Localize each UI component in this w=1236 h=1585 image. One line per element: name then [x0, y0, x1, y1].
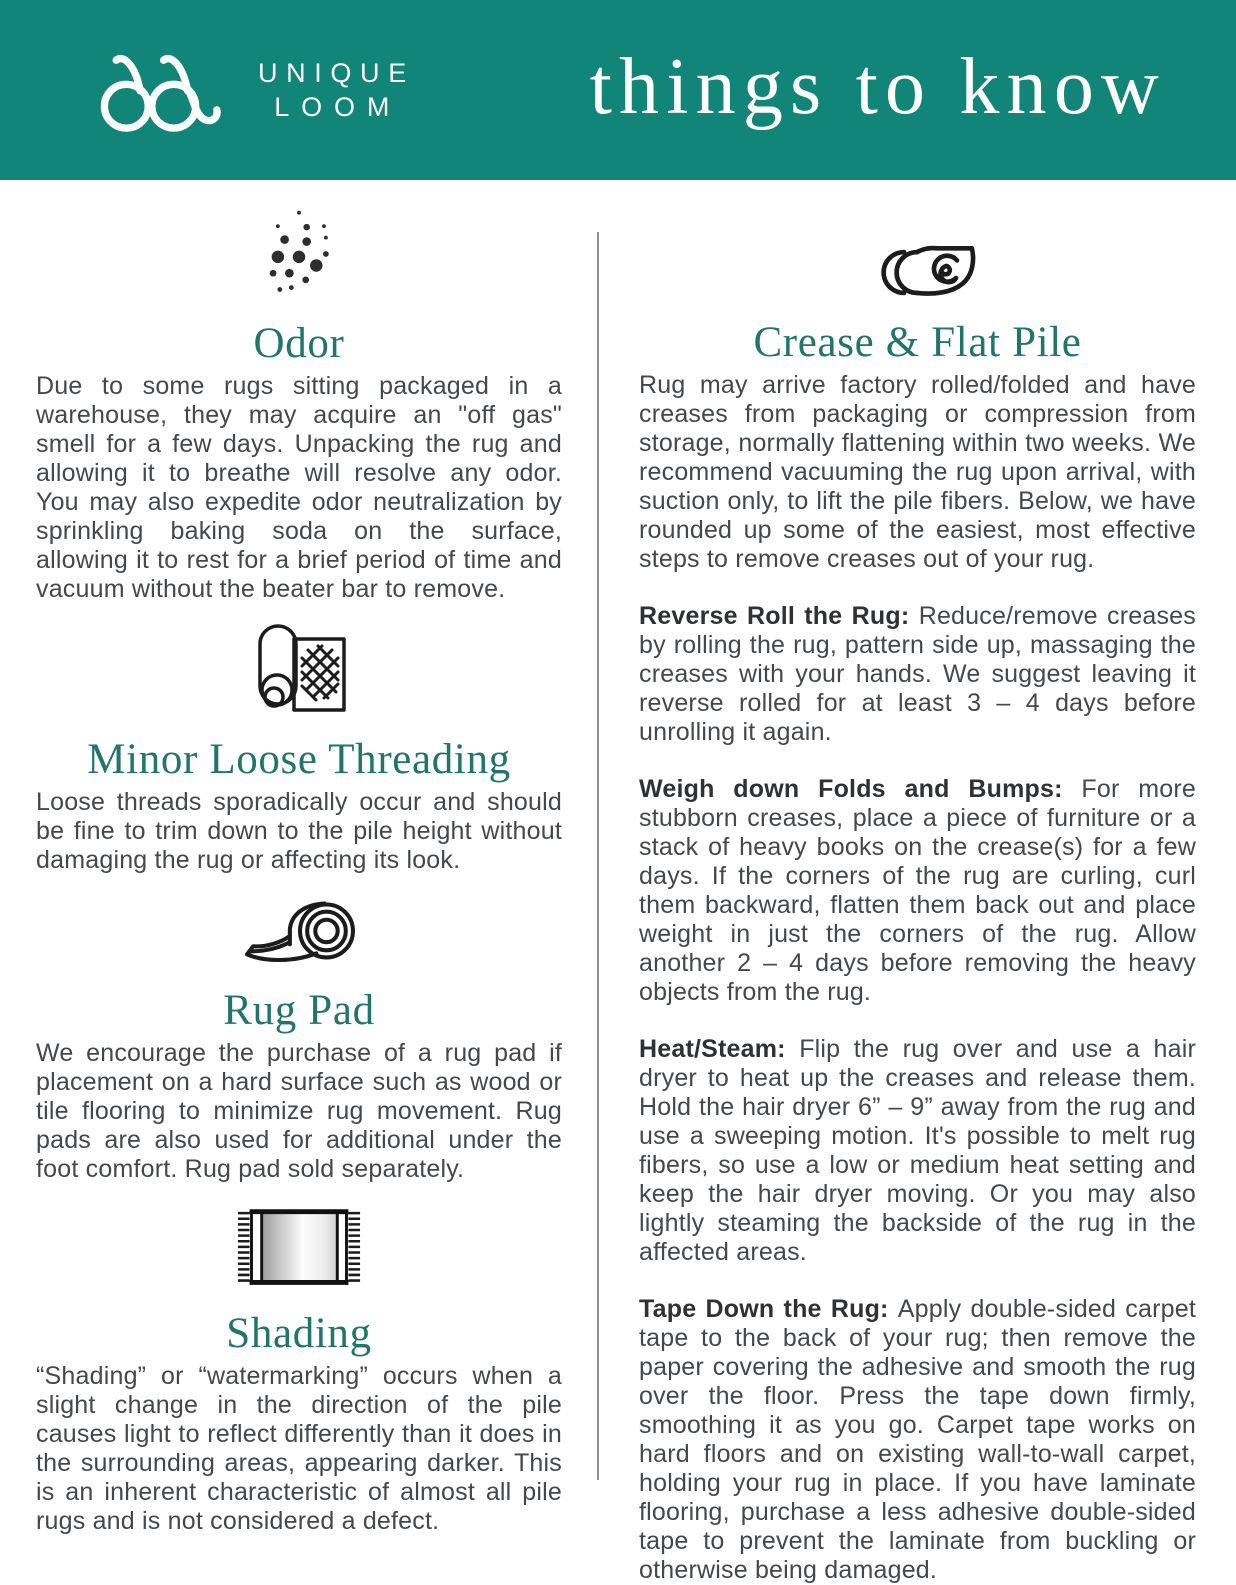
- tip-tape-down: [639, 1295, 1196, 1585]
- header-banner: [0, 0, 1236, 180]
- tip-label-tape-down: Tape Down the Rug:: [639, 1295, 889, 1323]
- section-intro-crease: Rug may arrive factory rolled/folded and have creases from packaging or compression from storage, normally flattening within two weeks. We recommend vacuuming the rug upon arrival, with suction only, to lift the pile fibers. Below, we have rounded up some of the easiest, most effective steps to remove creases out of your rug.: [639, 371, 1196, 573]
- brand-line-unique: UNIQUE: [258, 58, 415, 89]
- threading-icon-wrap: [36, 618, 562, 723]
- tip-text-reverse-roll: Reduce/remove creases by rolling the rug, pattern side up, massaging the creases with your hands. We suggest leaving it reverse rolled for at least 3 – 4 days before unrolling it again.: [639, 602, 1196, 746]
- tip-label-weigh-down: Weigh down Folds and Bumps:: [639, 775, 1063, 803]
- section-body-shading: “Shading” or “watermarking” occurs when a slight change in the direction of the pile causes light to reflect differently than it does in the surrounding areas, appearing darker. This is an inherent characteristic of almost all pile rugs and is not considered a defect.: [36, 1362, 562, 1535]
- shading-icon-wrap: [36, 1204, 562, 1297]
- odor-dots-icon: [253, 206, 345, 302]
- section-shading: [36, 1204, 562, 1536]
- rug-pad-icon-wrap: [36, 897, 562, 974]
- content-area: [0, 180, 1236, 1585]
- tip-text-heat-steam: Flip the rug over and use a hair dryer to heat up the creases and release them. Hold the hair dryer 6” – 9” away from the rug and use a sweeping motion. It's possible to melt rug fibers, so use a low or medium heat setting and keep the hair dryer moving. Or you may also lightly steaming the backside of the rug in the affected areas.: [639, 1035, 1196, 1266]
- section-heading-threading: Minor Loose Threading: [87, 736, 511, 783]
- tip-reverse-roll: [639, 602, 1196, 747]
- section-rug-pad: [36, 897, 562, 1184]
- section-crease-flat-pile: [639, 240, 1196, 1585]
- section-body-odor: Due to some rugs sitting packaged in a warehouse, they may acquire an "off gas" smell for a few days. Unpacking the rug and allowing it to breathe will resolve any odor. You may also expedite odor neutralization by sprinkling baking soda on the surface, allowing it to rest for a brief period of time and vacuum without the beater bar to remove.: [36, 372, 562, 603]
- crease-icon-wrap: [639, 240, 1196, 310]
- rolled-spiral-icon: [853, 240, 983, 305]
- tip-weigh-down: [639, 775, 1196, 1007]
- right-column: [599, 180, 1236, 1585]
- unique-loom-logo-icon: [92, 44, 238, 140]
- section-heading-odor: Odor: [253, 320, 345, 367]
- section-heading-crease: Crease & Flat Pile: [753, 319, 1082, 366]
- page-title: things to know: [589, 42, 1166, 131]
- tip-label-heat-steam: Heat/Steam:: [639, 1035, 786, 1063]
- brand-line-loom: LOOM: [274, 92, 402, 122]
- section-body-threading: Loose threads sporadically occur and should be fine to trim down to the pile height without damaging the rug or affecting its look.: [36, 788, 562, 874]
- section-loose-threading: [36, 618, 562, 875]
- rolled-rug-icon: [244, 618, 354, 718]
- tip-text-weigh-down: For more stubborn creases, place a piece of furniture or a stack of heavy books on the crease(s) for a few days. If the corners of the rug are curling, curl them backward, flatten them back out and place weight in just the corners of the rug. Allow another 2 – 4 days before removing the heavy objects from the rug.: [639, 775, 1196, 1006]
- column-divider: [597, 232, 599, 1480]
- tip-text-tape-down: Apply double-sided carpet tape to the back of your rug; then remove the paper covering the adhesive and smooth the rug over the floor. Press the tape down firmly, smoothing it as you go. Carpet tape works on hard floors and on existing wall-to-wall carpet, holding your rug in place. If you have laminate flooring, purchase a less adhesive double-sided tape to prevent the laminate from buckling or otherwise being damaged.: [639, 1295, 1196, 1584]
- tip-heat-steam: [639, 1035, 1196, 1267]
- tip-label-reverse-roll: Reverse Roll the Rug:: [639, 602, 910, 630]
- brand-name: [258, 57, 415, 125]
- rug-pad-roll-icon: [243, 897, 355, 969]
- shaded-rug-icon: [236, 1204, 362, 1292]
- section-odor: [36, 206, 562, 604]
- section-heading-shading: Shading: [226, 1310, 372, 1357]
- odor-icon-wrap: [36, 206, 562, 307]
- section-body-rug-pad: We encourage the purchase of a rug pad if placement on a hard surface such as wood or tile flooring to minimize rug movement. Rug pads are also used for additional under the foot comfort. Rug pad sold separately.: [36, 1039, 562, 1183]
- left-column: [0, 180, 599, 1536]
- section-heading-rug-pad: Rug Pad: [223, 987, 375, 1034]
